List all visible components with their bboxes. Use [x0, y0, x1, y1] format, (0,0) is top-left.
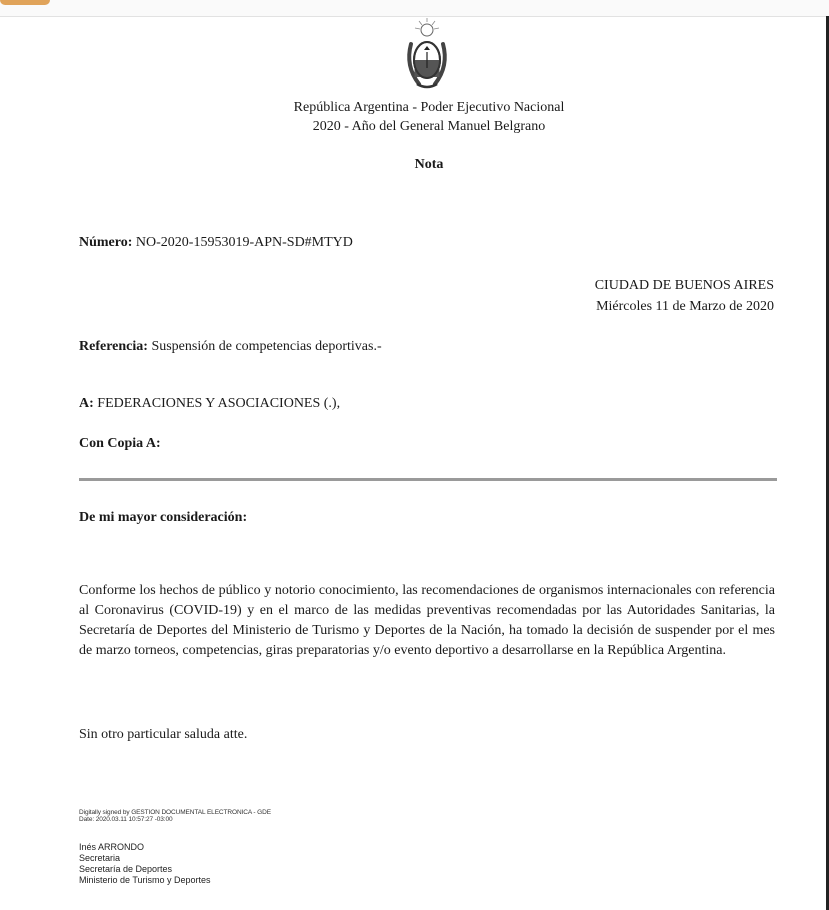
- referencia-line: [79, 339, 382, 355]
- signer-role: Secretaria: [79, 853, 121, 863]
- digital-signature: [79, 809, 271, 823]
- digital-signature-line-1: Digitally signed by GESTION DOCUMENTAL ELECTRONICA - GDE: [79, 809, 271, 816]
- divider: [79, 478, 777, 481]
- digital-signature-line-2: Date: 2020.03.11 10:57:27 -03:00: [79, 816, 173, 823]
- numero-line: [79, 235, 353, 251]
- date: Miércoles 11 de Marzo de 2020: [596, 299, 774, 314]
- place-date-block: [595, 275, 774, 317]
- signer-office: Secretaría de Deportes: [79, 864, 173, 874]
- header-line-2: 2020 - Año del General Manuel Belgrano: [312, 119, 546, 134]
- document-page: [0, 16, 826, 910]
- city: CIUDAD DE BUENOS AIRES: [594, 278, 774, 293]
- con-copia-label: Con Copia A:: [79, 436, 161, 451]
- top-accent: [0, 0, 50, 5]
- argentina-coat-of-arms-icon: [397, 16, 457, 96]
- numero-value: NO-2020-15953019-APN-SD#MTYD: [135, 235, 353, 250]
- destinatario-label: A:: [79, 396, 94, 411]
- signer-block: [79, 842, 211, 886]
- referencia-label: Referencia:: [79, 339, 148, 354]
- header-line-1: República Argentina - Poder Ejecutivo Nacional: [293, 100, 565, 115]
- signer-ministry: Ministerio de Turismo y Deportes: [79, 875, 211, 885]
- document-type: Nota: [414, 157, 444, 172]
- signer-name: Inés ARRONDO: [79, 842, 145, 852]
- destinatario-value: FEDERACIONES Y ASOCIACIONES (.),: [97, 396, 341, 411]
- numero-label: Número:: [79, 235, 133, 250]
- top-strip: [0, 0, 829, 17]
- destinatario-line: [79, 396, 340, 412]
- closing: Sin otro particular saluda atte.: [79, 727, 248, 742]
- body-paragraph: Conforme los hechos de público y notorio conocimiento, las recomendaciones de organismos internacionales con referencia al Coronavirus (COVID-19) y en el marco de las medidas preventivas recomendadas por las Autoridades Sanitarias, la Secretaría de Deportes del Ministerio de Turismo y Deportes de la Nación, ha tomado la decisión de suspender por el mes de marzo torneos, competencias, giras preparatorias y/o evento deportivo a desarrollarse en la República Argentina.: [79, 583, 775, 658]
- header-block: [0, 98, 829, 136]
- referencia-value: Suspensión de competencias deportivas.-: [151, 339, 382, 354]
- greeting: De mi mayor consideración:: [79, 510, 248, 525]
